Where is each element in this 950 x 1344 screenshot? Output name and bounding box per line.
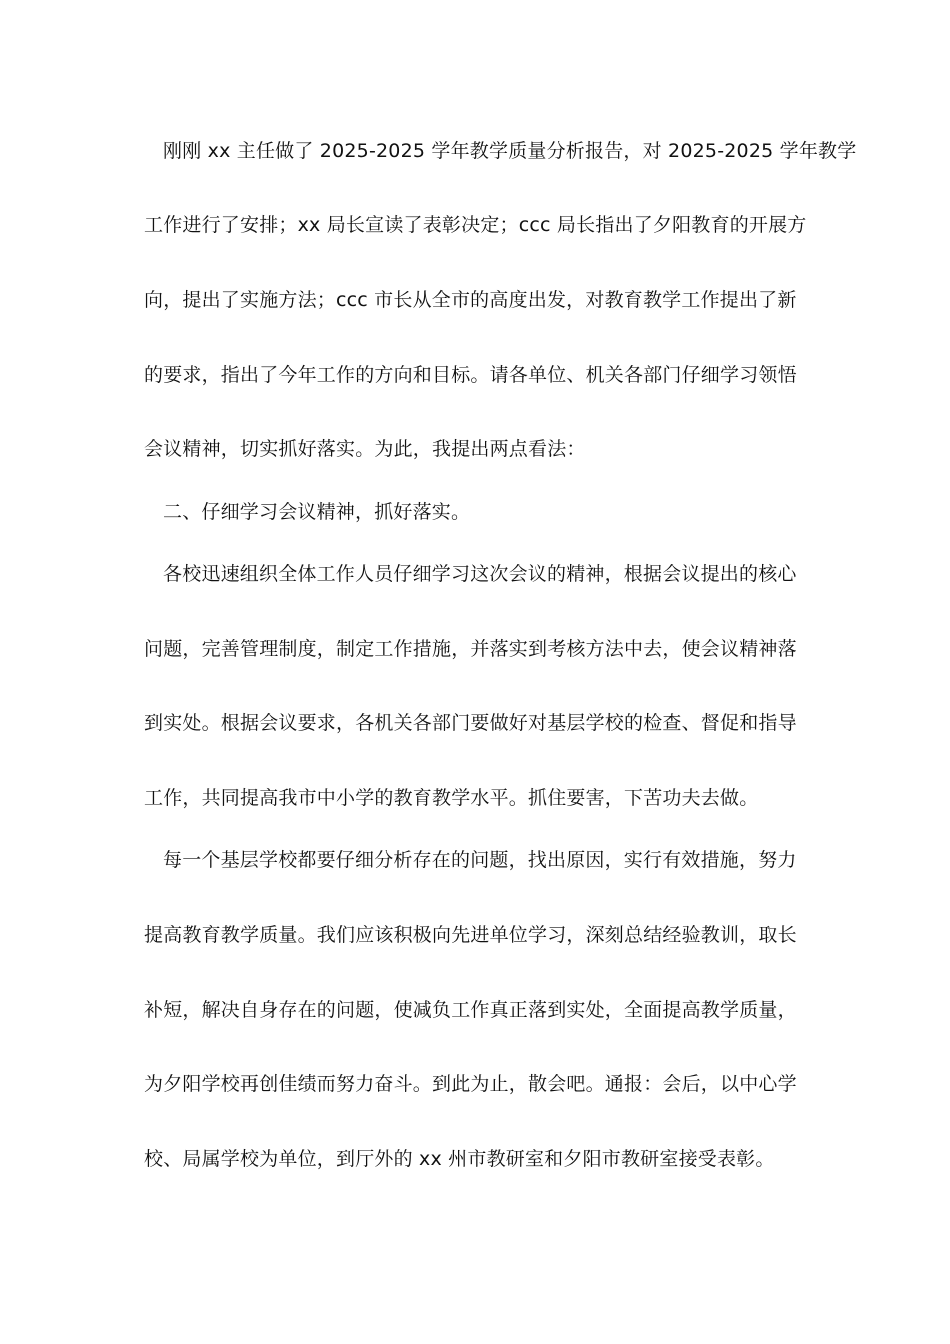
paragraph-line: 工作进行了安排；xx 局长宣读了表彰决定；ccc 局长指出了夕阳教育的开展方 bbox=[144, 214, 807, 236]
paragraph-line: 工作，共同提高我市中小学的教育教学水平。抓住要害，下苦功夫去做。 bbox=[144, 787, 759, 809]
section-heading: 二、仔细学习会议精神，抓好落实。 bbox=[163, 501, 471, 523]
paragraph-line: 校、局属学校为单位，到厅外的 xx 州市教研室和夕阳市教研室接受表彰。 bbox=[144, 1148, 775, 1170]
paragraph-line: 提高教育教学质量。我们应该积极向先进单位学习，深刻总结经验教训，取长 bbox=[144, 924, 797, 946]
paragraph-line: 的要求，指出了今年工作的方向和目标。请各单位、机关各部门仔细学习领悟 bbox=[144, 364, 797, 386]
paragraph-line: 问题，完善管理制度，制定工作措施，并落实到考核方法中去，使会议精神落 bbox=[144, 638, 797, 660]
paragraph-line: 补短，解决自身存在的问题，使减负工作真正落到实处，全面提高教学质量， bbox=[144, 999, 797, 1021]
paragraph-line: 向，提出了实施方法；ccc 市长从全市的高度出发，对教育教学工作提出了新 bbox=[144, 289, 797, 311]
paragraph-line: 每一个基层学校都要仔细分析存在的问题，找出原因，实行有效措施，努力 bbox=[163, 849, 797, 871]
paragraph-line: 会议精神，切实抓好落实。为此，我提出两点看法： bbox=[144, 438, 586, 460]
paragraph-line: 刚刚 xx 主任做了 2025-2025 学年教学质量分析报告，对 2025-2025 学年教学 bbox=[163, 140, 857, 162]
paragraph-line: 到实处。根据会议要求，各机关各部门要做好对基层学校的检查、督促和指导 bbox=[144, 712, 797, 734]
paragraph-line: 各校迅速组织全体工作人员仔细学习这次会议的精神，根据会议提出的核心 bbox=[163, 563, 797, 585]
paragraph-line: 为夕阳学校再创佳绩而努力奋斗。到此为止，散会吧。通报：会后，以中心学 bbox=[144, 1073, 797, 1095]
